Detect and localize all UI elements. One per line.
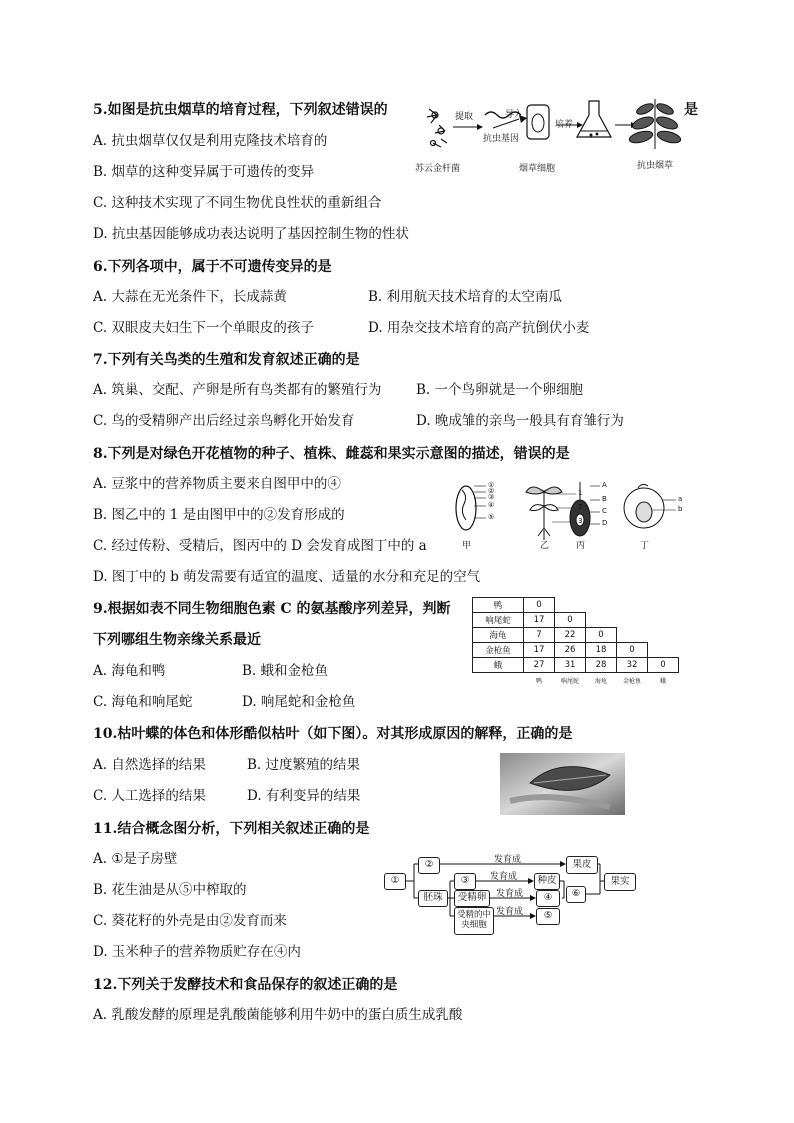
- q8-jia-mark-4: ④: [488, 501, 495, 509]
- concept-node-ovule: 胚珠: [418, 890, 448, 907]
- concept-node-1: ①: [384, 873, 406, 890]
- table-cell: 0: [586, 628, 617, 643]
- table-cell: 0: [617, 643, 648, 658]
- q8-bing-mark-d: D: [602, 519, 608, 527]
- q10-leaf-butterfly-photo: [500, 753, 625, 815]
- table-row: [473, 628, 679, 643]
- q5-option-b: B. 烟草的这种变异属于可遗传的变异: [93, 164, 315, 180]
- concept-node-fruit: 果实: [604, 873, 636, 891]
- table-cell: 27: [524, 658, 555, 673]
- q11-stem: 11.结合概念图分析，下列相关叙述正确的是: [93, 821, 370, 837]
- table-footer-cell: 海龟: [594, 677, 607, 685]
- table-cell: 17: [524, 643, 555, 658]
- table-cell: 28: [586, 658, 617, 673]
- table-cell: 0: [524, 598, 555, 613]
- table-footer-cell: 蛾: [659, 677, 666, 685]
- table-cell: 0: [555, 613, 586, 628]
- q9-option-d: D. 响尾蛇和金枪鱼: [242, 694, 356, 710]
- q6-option-d: D. 用杂交技术培育的高产抗倒伏小麦: [368, 320, 590, 336]
- table-cell: 31: [555, 658, 586, 673]
- q5-option-c: C. 这种技术实现了不同生物优良性状的重新组合: [93, 195, 382, 211]
- q8-label-yi: 乙: [540, 541, 550, 551]
- q8-label-bing: 丙: [576, 541, 586, 551]
- q5-label-culture: 培养: [555, 120, 574, 130]
- q7-option-b: B. 一个鸟卵就是一个卵细胞: [416, 382, 584, 398]
- q8-yi-mark-3: 3: [578, 517, 583, 525]
- q9-sequence-table: [472, 597, 679, 687]
- q5-label-import: 导入: [505, 110, 524, 120]
- concept-node-3: ③: [454, 873, 476, 890]
- q6-option-c: C. 双眼皮夫妇生下一个单眼皮的孩子: [93, 320, 314, 336]
- q6-stem: 6.下列各项中，属于不可遗传变异的是: [93, 259, 332, 275]
- concept-node-6: ⑥: [566, 886, 586, 903]
- table-row: [473, 658, 679, 673]
- leaf-butterfly-image: [500, 753, 625, 815]
- tobacco-plant-drawing: [628, 99, 682, 149]
- q9-stem-line2: 下列哪组生物亲缘关系最近: [93, 632, 261, 648]
- q11-option-a: A. ①是子房壁: [93, 851, 178, 867]
- concept-node-fruit-wall: 果皮: [566, 856, 598, 874]
- table-row-header: 鸭: [473, 598, 524, 613]
- q12-stem: 12.下列关于发酵技术和食品保存的叙述正确的是: [93, 977, 398, 993]
- table-cell: 18: [586, 643, 617, 658]
- q8-yi-mark-2: 2: [578, 503, 583, 511]
- q9-stem-line1: 9.根据如表不同生物细胞色素 C 的氨基酸序列差异，判断: [93, 601, 451, 617]
- q8-ding-mark-b: b: [678, 505, 683, 513]
- table-cell: 17: [524, 613, 555, 628]
- q6-option-a: A. 大蒜在无光条件下，长成蒜黄: [93, 289, 287, 305]
- q8-option-a: A. 豆浆中的营养物质主要来自图甲中的④: [93, 476, 341, 492]
- q10-option-d: D. 有利变异的结果: [247, 788, 361, 804]
- concept-node-5: ⑤: [536, 908, 560, 925]
- concept-edge-develop: 发育成: [496, 907, 524, 917]
- q5-stem: 5.如图是抗虫烟草的培育过程，下列叙述错误的: [93, 102, 388, 118]
- concept-node-seed-coat: 种皮: [534, 873, 560, 890]
- q8-bing-mark-c: C: [602, 507, 607, 515]
- concept-node-4: ④: [536, 890, 560, 907]
- q9-option-b: B. 蛾和金枪鱼: [242, 663, 329, 679]
- q7-option-a: A. 筑巢、交配、产卵是所有鸟类都有的繁殖行为: [93, 382, 382, 398]
- q9-table: [472, 597, 679, 687]
- concept-node-zygote: 受精卵: [454, 890, 490, 907]
- q9-option-a: A. 海龟和鸭: [93, 663, 166, 679]
- q8-yi-mark-1: 1: [578, 489, 583, 497]
- q8-jia-mark-1: ①: [488, 481, 495, 489]
- q11-option-d: D. 玉米种子的营养物质贮存在④内: [93, 944, 301, 960]
- table-cell: 32: [617, 658, 648, 673]
- table-footer-cell: 响尾蛇: [560, 677, 579, 685]
- q6-option-b: B. 利用航天技术培育的太空南瓜: [368, 289, 563, 305]
- table-cell: 7: [524, 628, 555, 643]
- concept-edge-develop: 发育成: [490, 872, 518, 882]
- q8-option-b: B. 图乙中的 1 是由图甲中的②发育形成的: [93, 507, 345, 523]
- q11-option-b: B. 花生油是从⑤中榨取的: [93, 882, 247, 898]
- q5-stem-tail: 是: [684, 102, 698, 118]
- table-row-header: 响尾蛇: [473, 613, 524, 628]
- q8-figure: [452, 480, 688, 552]
- q8-option-d: D. 图丁中的 b 萌发需要有适宜的温度、适量的水分和充足的空气: [93, 569, 481, 585]
- concept-node-2: ②: [418, 857, 440, 874]
- table-row: [473, 598, 679, 613]
- q12-option-a: A. 乳酸发酵的原理是乳酸菌能够利用牛奶中的蛋白质生成乳酸: [93, 1007, 463, 1023]
- table-cell: 0: [648, 658, 679, 673]
- concept-edge-develop: 发育成: [496, 889, 524, 899]
- q7-option-c: C. 鸟的受精卵产出后经过亲鸟孵化开始发育: [93, 413, 355, 429]
- table-row-header: 海龟: [473, 628, 524, 643]
- q5-label-bacteria: 苏云金杆菌: [415, 164, 461, 174]
- q10-stem: 10.枯叶蝶的体色和体形酷似枯叶（如下图）。对其形成原因的解释，正确的是: [93, 726, 573, 742]
- q8-jia-mark-2: ②: [488, 487, 495, 495]
- table-cell: 26: [555, 643, 586, 658]
- q5-label-cell: 烟草细胞: [519, 164, 556, 174]
- q5-label-gene: 抗虫基因: [483, 134, 520, 144]
- q8-bing-mark-b: B: [602, 495, 607, 503]
- q8-option-c: C. 经过传粉、受精后，图丙中的 D 会发育成图丁中的 a: [93, 538, 427, 554]
- bacteria-drawing: [427, 109, 447, 147]
- concept-node-central-cell: 受精的中央细胞: [454, 907, 494, 935]
- q8-ding-mark-a: a: [678, 495, 683, 503]
- q10-option-b: B. 过度繁殖的结果: [247, 757, 361, 773]
- q7-option-d: D. 晚成雏的亲鸟一般具有育雏行为: [416, 413, 624, 429]
- q8-label-jia: 甲: [462, 541, 472, 551]
- table-footer-cell: 鸭: [535, 677, 542, 685]
- q10-option-c: C. 人工选择的结果: [93, 788, 206, 804]
- table-row: [473, 613, 679, 628]
- table-row-header: 金枪鱼: [473, 643, 524, 658]
- q5-label-plant: 抗虫烟草: [637, 161, 674, 171]
- q8-jia-mark-5: ⑤: [488, 513, 495, 521]
- q8-stem: 8.下列是对绿色开花植物的种子、植株、雌蕊和果实示意图的描述，错误的是: [93, 446, 570, 462]
- q5-option-d: D. 抗虫基因能够成功表达说明了基因控制生物的性状: [93, 226, 409, 242]
- q8-jia-mark-3: ③: [488, 493, 495, 501]
- q7-stem: 7.下列有关鸟类的生殖和发育叙述正确的是: [93, 352, 360, 368]
- q5-figure: [415, 95, 685, 175]
- q5-option-a: A. 抗虫烟草仅仅是利用克隆技术培育的: [93, 133, 328, 149]
- q10-option-a: A. 自然选择的结果: [93, 757, 206, 773]
- table-footer-row: [473, 673, 679, 688]
- q11-option-c: C. 葵花籽的外壳是由②发育而来: [93, 913, 287, 929]
- table-cell: 22: [555, 628, 586, 643]
- q9-option-c: C. 海龟和响尾蛇: [93, 694, 193, 710]
- table-footer-cell: 金枪鱼: [622, 677, 641, 685]
- q8-label-ding: 丁: [640, 541, 650, 551]
- q8-bing-mark-a: A: [602, 481, 607, 489]
- q5-label-extract: 提取: [455, 112, 474, 122]
- concept-edge-develop: 发育成: [494, 855, 522, 865]
- table-row: [473, 643, 679, 658]
- q11-concept-map: [382, 850, 644, 936]
- table-row-header: 蛾: [473, 658, 524, 673]
